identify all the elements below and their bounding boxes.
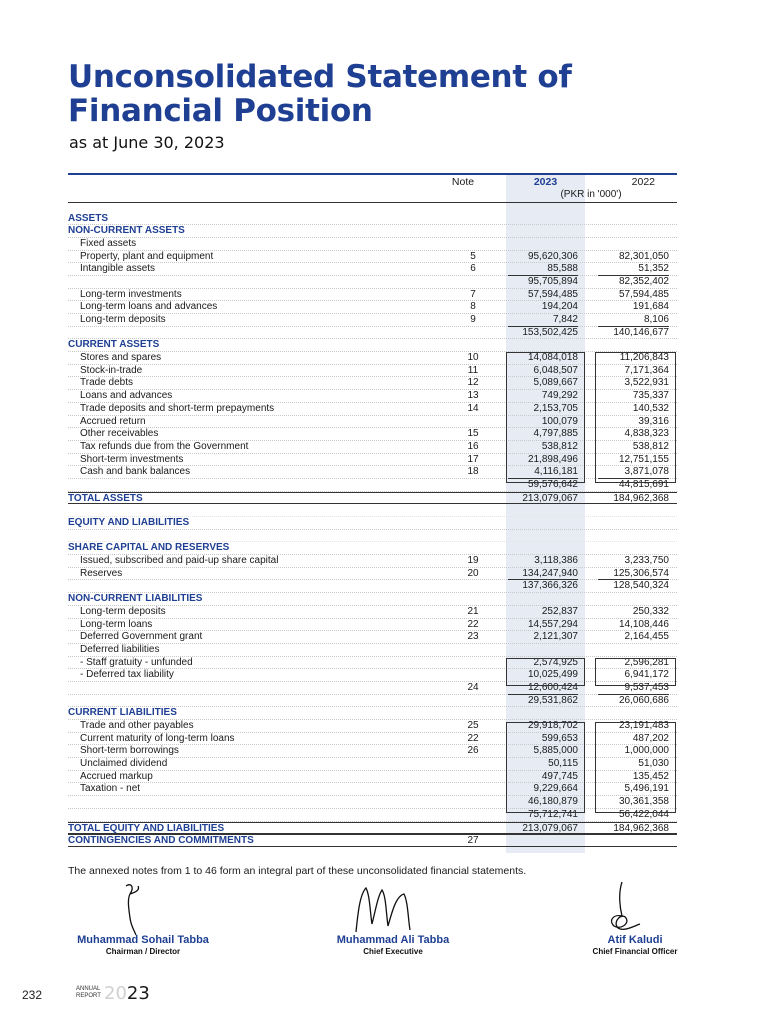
signatory-title: Chairman / Director bbox=[105, 947, 181, 956]
value-2022: 23,191,483 bbox=[618, 720, 669, 731]
row-label: Reserves bbox=[80, 567, 123, 579]
report-word: REPORT bbox=[76, 993, 101, 999]
signatory-title: Chief Executive bbox=[363, 947, 423, 956]
title-line-1: Unconsolidated Statement of bbox=[68, 59, 572, 95]
table-row bbox=[68, 733, 677, 746]
note-ref: 15 bbox=[467, 428, 479, 440]
table-row bbox=[68, 263, 677, 276]
table-row bbox=[68, 606, 677, 619]
value-2023: 599,653 bbox=[541, 732, 578, 744]
note-ref: 8 bbox=[470, 301, 476, 313]
row-label: Trade and other payables bbox=[80, 720, 194, 731]
signature-ceo-icon bbox=[352, 882, 422, 934]
row-label: Loans and advances bbox=[80, 390, 173, 402]
value-2022: 56,422,044 bbox=[618, 808, 669, 820]
value-2022: 9,537,453 bbox=[624, 681, 669, 693]
value-2023: 29,531,862 bbox=[508, 694, 578, 707]
signature-chairman-icon bbox=[112, 880, 152, 936]
table-row bbox=[68, 682, 677, 695]
value-2022: 140,532 bbox=[632, 402, 669, 414]
report-year bbox=[104, 983, 150, 1004]
section-heading-row bbox=[68, 517, 677, 530]
value-2022: 51,352 bbox=[638, 263, 669, 275]
value-2022: 12,751,155 bbox=[618, 453, 669, 465]
table-row bbox=[68, 657, 677, 670]
note-ref: 17 bbox=[467, 453, 479, 465]
table-row bbox=[68, 416, 677, 429]
value-2022: 3,522,931 bbox=[624, 377, 669, 389]
row-label: - Deferred tax liability bbox=[80, 669, 174, 681]
row-label: TOTAL ASSETS bbox=[68, 492, 143, 504]
note-ref: 11 bbox=[467, 364, 479, 376]
current-assets-box-2023 bbox=[506, 352, 585, 483]
row-label: Long-term loans bbox=[80, 618, 153, 630]
spacer-row bbox=[68, 530, 677, 543]
row-label: Tax refunds due from the Government bbox=[80, 440, 249, 452]
row-label: Property, plant and equipment bbox=[80, 250, 214, 262]
row-label: - Staff gratuity - unfunded bbox=[80, 656, 193, 668]
row-label: CONTINGENCIES AND COMMITMENTS bbox=[68, 835, 254, 847]
table-row bbox=[68, 631, 677, 644]
value-2023: 4,797,885 bbox=[533, 428, 578, 440]
row-label: Unclaimed dividend bbox=[80, 758, 168, 770]
row-label: ASSETS bbox=[68, 212, 109, 224]
note-ref: 5 bbox=[470, 250, 476, 262]
value-2023: 194,204 bbox=[541, 301, 578, 313]
table-row bbox=[68, 454, 677, 467]
value-2022: 5,496,191 bbox=[624, 783, 669, 795]
row-label: Issued, subscribed and paid-up share capital bbox=[80, 555, 279, 567]
table-top-rule bbox=[68, 173, 677, 175]
value-2023: 100,079 bbox=[541, 415, 578, 427]
value-2023: 134,247,940 bbox=[522, 567, 578, 579]
annual-report-label bbox=[76, 986, 101, 1000]
row-label: CURRENT ASSETS bbox=[68, 339, 160, 351]
subtotal-row bbox=[68, 479, 677, 492]
deferred-liabilities-box-2023 bbox=[506, 658, 585, 686]
value-2022: 3,233,750 bbox=[624, 555, 669, 567]
statement-table bbox=[68, 213, 677, 847]
section-heading-row bbox=[68, 593, 677, 606]
value-2022: 2,164,455 bbox=[624, 631, 669, 643]
note-ref: 18 bbox=[467, 466, 479, 478]
note-ref: 13 bbox=[467, 390, 479, 402]
value-2023: 153,502,425 bbox=[508, 326, 578, 339]
value-2023: 749,292 bbox=[541, 390, 578, 402]
value-2023: 5,089,667 bbox=[533, 377, 578, 389]
table-row bbox=[68, 403, 677, 416]
table-row bbox=[68, 796, 677, 809]
value-2022: 51,030 bbox=[638, 758, 669, 770]
value-2023: 95,705,894 bbox=[508, 275, 578, 288]
row-label: Cash and bank balances bbox=[80, 466, 191, 478]
table-row bbox=[68, 669, 677, 682]
value-2022: 8,106 bbox=[643, 314, 669, 325]
table-row bbox=[68, 377, 677, 390]
current-liabilities-box-2022 bbox=[595, 722, 676, 813]
table-row bbox=[68, 251, 677, 264]
unit-label: (PKR in '000') bbox=[560, 189, 622, 200]
value-2023: 75,712,741 bbox=[527, 808, 578, 820]
note-ref: 22 bbox=[467, 732, 479, 744]
note-ref: 10 bbox=[467, 352, 479, 364]
table-row bbox=[68, 466, 677, 479]
value-2023: 5,885,000 bbox=[533, 745, 578, 757]
note-ref: 12 bbox=[467, 377, 479, 389]
value-2023: 14,557,294 bbox=[527, 618, 578, 630]
report-year-light: 20 bbox=[104, 983, 127, 1004]
row-label: Fixed assets bbox=[80, 237, 137, 249]
deferred-liabilities-box-2022 bbox=[595, 658, 676, 686]
value-2022: 250,332 bbox=[632, 605, 669, 617]
table-row bbox=[68, 783, 677, 796]
value-2022: 39,316 bbox=[638, 415, 669, 427]
value-2022: 11,206,843 bbox=[619, 352, 669, 364]
note-column-header: Note bbox=[451, 176, 475, 188]
value-2022: 1,000,000 bbox=[624, 745, 669, 757]
value-2022: 26,060,686 bbox=[598, 694, 669, 707]
section-heading-row bbox=[68, 707, 677, 720]
value-2022: 7,171,364 bbox=[624, 364, 669, 376]
value-2023: 213,079,067 bbox=[522, 492, 578, 504]
value-2022: 128,540,324 bbox=[598, 579, 669, 592]
value-2022: 487,202 bbox=[632, 732, 669, 744]
value-2023: 213,079,067 bbox=[522, 822, 578, 834]
row-label: Short-term investments bbox=[80, 453, 184, 465]
table-row bbox=[68, 644, 677, 657]
annual-word: ANNUAL bbox=[76, 986, 101, 992]
row-label: Long-term deposits bbox=[80, 314, 166, 325]
value-2023: 538,812 bbox=[541, 440, 578, 452]
table-row bbox=[68, 568, 677, 581]
row-label: NON-CURRENT LIABILITIES bbox=[68, 593, 203, 605]
value-2022: 184,962,368 bbox=[613, 492, 669, 504]
value-2022: 82,301,050 bbox=[618, 250, 669, 262]
signatory-cfo bbox=[560, 934, 710, 956]
row-label: Trade deposits and short-term prepayments bbox=[80, 402, 275, 414]
row-label: Accrued return bbox=[80, 415, 146, 427]
note-ref: 9 bbox=[470, 314, 476, 325]
value-2022: 735,337 bbox=[632, 390, 669, 402]
total-row bbox=[68, 834, 677, 847]
page-number: 232 bbox=[22, 988, 43, 1002]
value-2023: 3,118,386 bbox=[534, 555, 578, 567]
value-2023: 12,600,424 bbox=[527, 681, 578, 693]
value-2022: 4,838,323 bbox=[624, 428, 669, 440]
value-2022: 44,815,691 bbox=[598, 478, 669, 491]
note-ref: 19 bbox=[467, 555, 479, 567]
value-2023: 14,084,018 bbox=[527, 352, 578, 364]
value-2023: 95,620,306 bbox=[527, 250, 578, 262]
note-ref: 22 bbox=[467, 618, 479, 630]
table-row bbox=[68, 314, 677, 327]
row-label: TOTAL EQUITY AND LIABILITIES bbox=[68, 822, 225, 834]
note-ref: 6 bbox=[470, 263, 476, 275]
total-row bbox=[68, 492, 677, 505]
value-2023: 497,745 bbox=[541, 770, 578, 782]
table-row bbox=[68, 352, 677, 365]
subtotal-row bbox=[68, 695, 677, 708]
value-2023: 6,048,507 bbox=[533, 364, 578, 376]
row-label: Long-term investments bbox=[80, 288, 182, 300]
value-2023: 2,153,705 bbox=[533, 402, 578, 414]
value-2022: 2,596,281 bbox=[624, 656, 669, 668]
header-rule bbox=[68, 202, 677, 203]
row-label: Deferred Government grant bbox=[80, 631, 203, 643]
row-label: Trade debts bbox=[80, 377, 133, 389]
section-heading-row bbox=[68, 339, 677, 352]
value-2023: 2,121,307 bbox=[533, 631, 578, 643]
value-2022: 135,452 bbox=[632, 770, 669, 782]
value-2023: 137,366,326 bbox=[508, 579, 578, 592]
table-row bbox=[68, 745, 677, 758]
spacer-row bbox=[68, 504, 677, 517]
value-2023: 50,115 bbox=[548, 758, 578, 770]
current-year-header: 2023 bbox=[533, 176, 558, 188]
value-2022: 3,871,078 bbox=[624, 466, 669, 478]
row-label: EQUITY AND LIABILITIES bbox=[68, 517, 190, 528]
value-2023: 252,837 bbox=[541, 605, 578, 617]
value-2022: 140,146,677 bbox=[598, 326, 669, 339]
signature-cfo-icon bbox=[600, 880, 644, 936]
row-label: Stores and spares bbox=[80, 352, 162, 364]
note-ref: 7 bbox=[470, 288, 476, 300]
signatory-chief-executive bbox=[318, 934, 468, 956]
note-ref: 16 bbox=[467, 440, 479, 452]
row-label: CURRENT LIABILITIES bbox=[68, 707, 177, 719]
page-subtitle: as at June 30, 2023 bbox=[69, 133, 225, 152]
current-liabilities-box-2023 bbox=[506, 722, 585, 813]
row-label: SHARE CAPITAL AND RESERVES bbox=[68, 542, 230, 554]
table-row bbox=[68, 809, 677, 822]
row-label: Long-term loans and advances bbox=[80, 301, 218, 313]
table-row bbox=[68, 619, 677, 632]
table-row bbox=[68, 555, 677, 568]
note-ref: 25 bbox=[467, 720, 479, 731]
section-heading-row bbox=[68, 542, 677, 555]
value-2022: 82,352,402 bbox=[598, 275, 669, 288]
row-label: NON-CURRENT ASSETS bbox=[68, 225, 185, 237]
table-row bbox=[68, 390, 677, 403]
page-title bbox=[68, 60, 572, 128]
subtotal-row bbox=[68, 580, 677, 593]
signatory-name: Atif Kaludi bbox=[607, 934, 663, 946]
value-2023: 4,116,181 bbox=[534, 466, 578, 478]
annexed-notes-statement: The annexed notes from 1 to 46 form an integral part of these unconsolidated financial statements. bbox=[68, 865, 527, 877]
row-label: Long-term deposits bbox=[80, 605, 166, 617]
value-2022: 6,941,172 bbox=[624, 669, 669, 681]
subtotal-row bbox=[68, 327, 677, 340]
table-row bbox=[68, 758, 677, 771]
value-2022: 30,361,358 bbox=[618, 796, 669, 808]
row-label: Other receivables bbox=[80, 428, 159, 440]
value-2023: 2,574,925 bbox=[533, 656, 578, 668]
total-row bbox=[68, 822, 677, 835]
value-2023: 85,588 bbox=[547, 263, 578, 275]
note-ref: 14 bbox=[467, 402, 479, 414]
row-label: Stock-in-trade bbox=[80, 364, 143, 376]
row-label: Deferred liabilities bbox=[80, 643, 160, 655]
value-2023: 9,229,664 bbox=[533, 783, 578, 795]
table-row bbox=[68, 720, 677, 733]
row-label: Short-term borrowings bbox=[80, 745, 179, 757]
value-2022: 57,594,485 bbox=[618, 288, 669, 300]
note-ref: 23 bbox=[467, 631, 479, 643]
value-2022: 538,812 bbox=[632, 440, 669, 452]
section-heading-row bbox=[68, 225, 677, 238]
section-heading-row bbox=[68, 213, 677, 226]
table-row bbox=[68, 289, 677, 302]
note-ref: 27 bbox=[467, 835, 479, 847]
table-row bbox=[68, 365, 677, 378]
note-ref: 26 bbox=[467, 745, 479, 757]
value-2022: 14,108,446 bbox=[618, 618, 669, 630]
signatory-name: Muhammad Ali Tabba bbox=[336, 934, 450, 946]
report-year-dark: 23 bbox=[126, 983, 150, 1004]
value-2023: 59,576,642 bbox=[508, 478, 578, 491]
row-label: Accrued markup bbox=[80, 770, 153, 782]
note-ref: 21 bbox=[467, 605, 479, 617]
table-row bbox=[68, 428, 677, 441]
signatory-title: Chief Financial Officer bbox=[592, 947, 678, 956]
table-row bbox=[68, 771, 677, 784]
row-label: Taxation - net bbox=[80, 783, 141, 795]
table-row bbox=[68, 301, 677, 314]
table-row bbox=[68, 238, 677, 251]
subtotal-row bbox=[68, 276, 677, 289]
row-label: Intangible assets bbox=[80, 263, 156, 275]
value-2023: 21,898,496 bbox=[527, 453, 578, 465]
prior-year-header: 2022 bbox=[631, 176, 655, 188]
note-ref: 20 bbox=[467, 567, 479, 579]
value-2023: 46,180,879 bbox=[527, 796, 578, 808]
value-2022: 184,962,368 bbox=[613, 822, 669, 834]
value-2023: 10,025,499 bbox=[527, 669, 578, 681]
table-row bbox=[68, 441, 677, 454]
value-2023: 57,594,485 bbox=[527, 288, 578, 300]
current-assets-box-2022 bbox=[595, 352, 676, 483]
title-line-2: Financial Position bbox=[68, 93, 373, 129]
signatory-chairman bbox=[58, 934, 228, 956]
value-2022: 191,684 bbox=[632, 301, 669, 313]
row-label: Current maturity of long-term loans bbox=[80, 732, 235, 744]
value-2023: 7,842 bbox=[552, 314, 578, 325]
value-2022: 125,306,574 bbox=[613, 567, 669, 579]
value-2023: 29,918,702 bbox=[527, 720, 578, 731]
note-ref: 24 bbox=[467, 681, 479, 693]
signatory-name: Muhammad Sohail Tabba bbox=[77, 934, 209, 946]
